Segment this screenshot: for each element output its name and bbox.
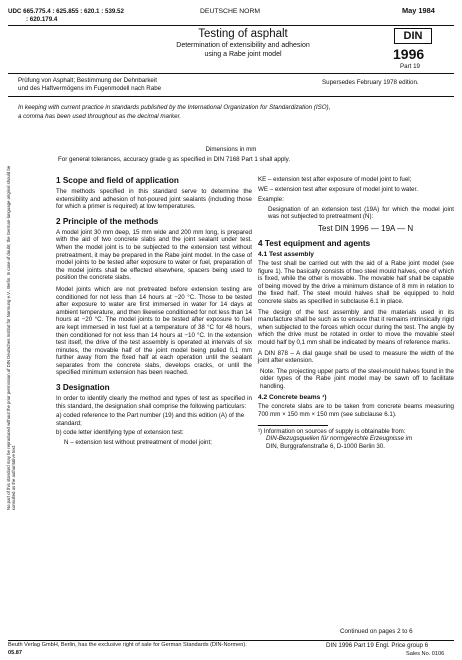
section-3-item-b: b) code letter identifying type of extension test:	[56, 429, 184, 437]
publisher-note: Beuth Verlag GmbH, Berlin, has the exclusive right of sale for German Standards (DIN-Normen).	[8, 642, 247, 648]
iso-note-2: a comma has been used throughout as the decimal marker.	[18, 113, 182, 120]
continued-note: Continued on pages 2 to 6	[340, 628, 413, 635]
section-3-text: In order to identify clearly the method and types of test as specified in this standard, the designation shall comprise the following particulars:	[56, 395, 252, 410]
section-4-1-para-2: The design of the test assembly and the materials used in its manufacture shall be such as to ensure that it remains intrinsically rigid when subjected to the forces which occur during the test. The angle by which the drive must be rotated in order to move the movable steel mould half by 0,1 mm shall be indicated by means of reference marks.	[258, 308, 454, 346]
sales-number: Sales No. 0106	[406, 651, 445, 657]
footer-rule	[8, 640, 454, 641]
udc-code: UDC 665.775.4 : 625.855 : 620.1 : 539.52	[8, 8, 124, 15]
example-text: Designation of an extension test (19A) for which the model joint was not subjected to pretreatment (N):	[268, 205, 454, 221]
left-column	[56, 176, 252, 447]
din-number: 1996	[393, 46, 425, 62]
section-4-1-title: 4.1 Test assembly	[258, 250, 314, 258]
section-1-title: 1 Scope and field of application	[56, 176, 179, 185]
iso-note-1: In keeping with current practice in standards published by the International Organization for Standardization (ISO),	[18, 104, 331, 111]
issue-date: May 1984	[402, 6, 435, 15]
section-4-2-text: The concrete slabs are to be taken from concrete beams measuring 700 mm × 150 mm × 150 mm (see subclause 6.1).	[258, 403, 454, 419]
german-title-1: Prüfung von Asphalt; Bestimmung der Dehnbarkeit	[18, 77, 157, 84]
dimensions-line: Dimensions in mm	[205, 146, 257, 153]
title-sub1: Determination of extensibility and adhesion	[176, 42, 310, 49]
note-text: Note. The projecting upper parts of the steel-mould halves found in the older types of the Rabe joint model may be sawn off to facilitate handling.	[260, 367, 454, 390]
title-rule	[8, 73, 454, 74]
code-ke: KE – extension test after exposure of model joint to fuel;	[258, 176, 412, 183]
right-column	[258, 176, 454, 450]
section-3-code-n: N – extension test without pretreatment of model joint;	[64, 439, 212, 447]
footnote-3: DIN, Burggrafenstraße 6, D-1000 Berlin 30.	[266, 442, 385, 450]
example-label: Example:	[258, 196, 284, 204]
section-4-2-title: 4.2 Concrete beams ¹)	[258, 394, 327, 402]
german-title-2: und des Haftvermögens im Fugenmodell nach Rabe	[18, 85, 162, 92]
section-2-para-2: Model joints which are not pretreated before extension testing are conditioned for not less than 14 hours at −20 °C. Those to be tested after exposure to water are first immersed in water for 14 days at ambient temperature, and then likewise conditioned for not less than 14 hours at −20 °C. The model joints to be tested after exposure to fuel are kept immersed in test fuel at a temperature of 38 °C for 48 hours, then conditioned for not less than 14 hours at −10 °C. In the extension test itself, the drive of the test assembly is operated at intervals of six minutes, the movable half of the joint model being pulled 0,1 mm further away from the fixed half at each operation until the sealant separates from the concrete slabs, develops cracks, or until the specified minimum extension has been reached.	[56, 285, 252, 377]
section-2-para-1: A model joint 30 mm deep, 15 mm wide and 200 mm long, is prepared with the aid of two concrete slabs and the joint sealant under test. When the model joint is to be subjected to the extension test without pretreatment, it may be prepared in the Rabe joint model. In the case of model joints to be tested after exposure to water or fuel, preparation of the model joints shall be effected elsewhere, spacers being used to position the concrete slabs.	[56, 228, 252, 282]
section-4-1-para-3: A DIN 878 – A dial gauge shall be used to measure the width of the joint after extension.	[258, 349, 454, 365]
print-date: 05.87	[8, 650, 22, 656]
section-3-title: 3 Designation	[56, 383, 110, 393]
title-main: Testing of asphalt	[198, 28, 288, 40]
footnote-rule	[258, 425, 328, 426]
part-number: Part 19	[400, 63, 420, 70]
title-sub2: using a Rabe joint model	[204, 51, 282, 58]
norm-label: DEUTSCHE NORM	[200, 8, 261, 15]
section-4-title: 4 Test equipment and agents	[258, 238, 371, 248]
section-2-title: 2 Principle of the methods	[56, 216, 159, 226]
supersedes-note: Supersedes February 1978 edition.	[322, 79, 419, 86]
price-group: DIN 1996 Part 19 Engl. Price group 6	[326, 642, 429, 649]
tolerance-line: For general tolerances, accuracy grade g as specified in DIN 7168 Part 1 shall apply.	[58, 156, 291, 163]
title-block	[98, 28, 388, 59]
udc-code-cont: : 620.179.4	[26, 16, 58, 23]
section-3-item-a: a) coded reference to the Part number (19) and this edition (A) of the standard;	[56, 412, 245, 427]
copyright-text: No part of this standard may be reproduced without the prior permission of DIN Deutsches Institut für Normung e.V., Berlin. In case of doubt, the German-language original should be consulted as the authoritative text.	[6, 165, 17, 510]
footnote-1: ¹) Information on sources of supply is obtainable from:	[258, 427, 406, 435]
header-rule	[8, 25, 454, 26]
footnote-2: DIN-Bezugsquellen für normgerechte Erzeugnisse im	[266, 435, 413, 443]
section-1-text: The methods specified in this standard serve to determine the extensibility and adhesion of hot-poured joint sealants (including those for which a primer is required) at low temperatures.	[56, 188, 252, 211]
example-designation: Test DIN 1996 — 19A — N	[318, 223, 414, 233]
copyright-sidebar	[6, 150, 42, 510]
din-logo: DIN	[394, 28, 432, 44]
code-we: WE – extension test after exposure of model joint to water.	[258, 185, 418, 193]
section-4-1-para-1: The test shall be carried out with the aid of a Rabe joint model (see figure 1). The basically consists of two steel mould halves, one of which is fixed, while the other is movable. The movable half shall be capable of being moved by the drive a minimum distance of 8 mm in relation to the fixed half. The steel mould halves shall be equipped to hold concrete slabs as specified in subclause 6.1 in place.	[258, 259, 454, 305]
german-title-rule	[8, 96, 454, 97]
